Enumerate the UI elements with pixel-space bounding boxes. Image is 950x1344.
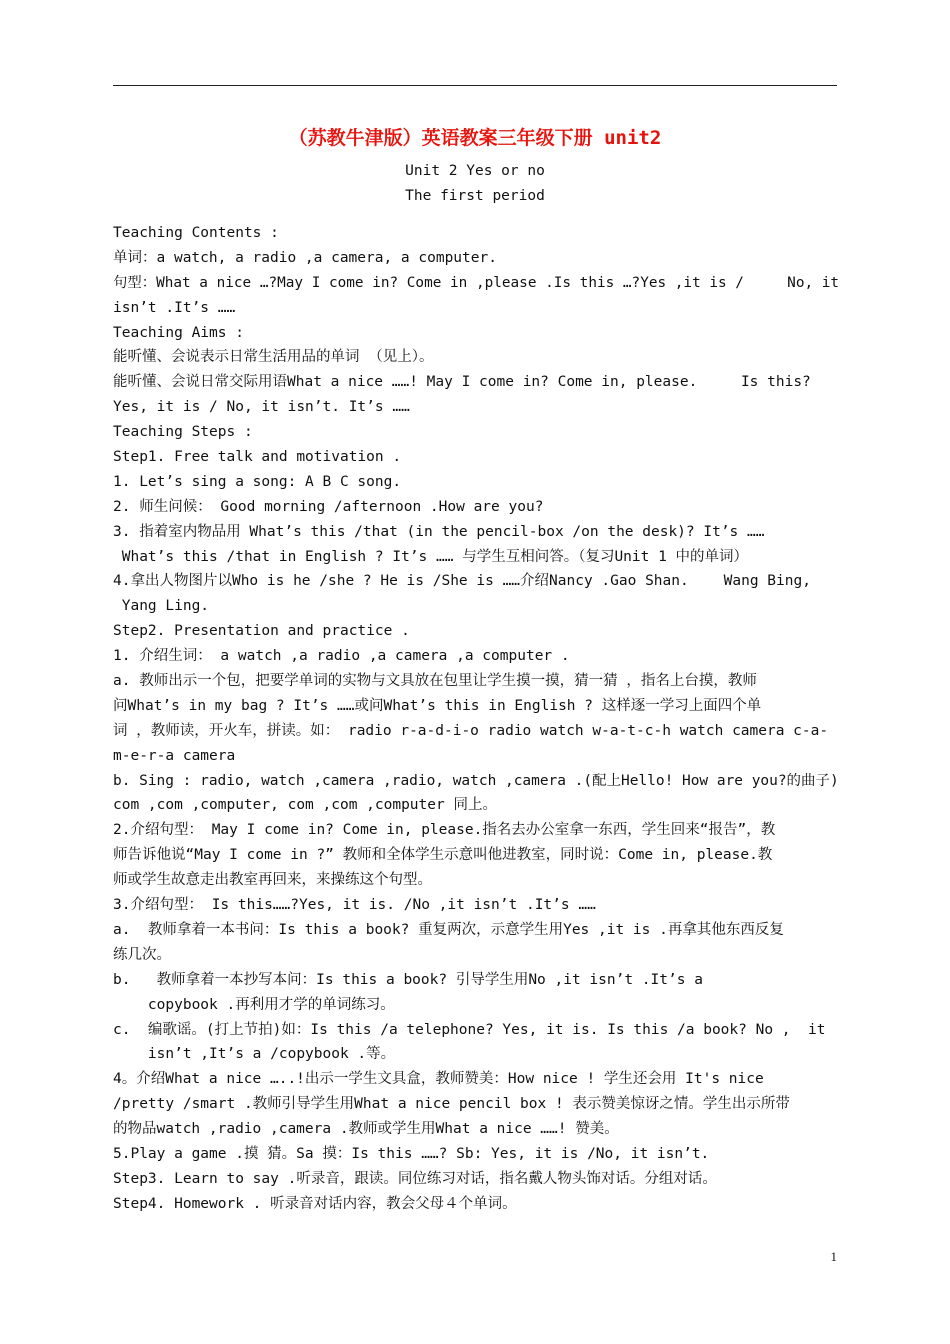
text-line: Yang Ling. [113, 598, 210, 615]
text-line: m-e-r-a camera [113, 747, 236, 764]
text-line: Yes, it is / No, it isn’t. It’s …… [113, 399, 410, 416]
text-line: isn’t ,It’s a /copybook .等。 [113, 1046, 396, 1063]
text-line: 练几次。 [113, 946, 171, 963]
text-line: 的物品watch ,radio ,camera .教师或学生用What a nice ……! 赞美。 [113, 1121, 619, 1138]
text-line: a. 教师拿着一本书问：Is this a book? 重复两次，示意学生用Yes ,it is .再拿其他东西反复 [113, 921, 784, 938]
text-line: 1. Let’s sing a song: A B C song. [113, 473, 402, 490]
text-line: 师告诉他说“May I come in ?” 教师和全体学生示意叫他进教室，同时说：Come in, please.教 [113, 847, 773, 864]
unit-subtitle: Unit 2 Yes or no [405, 163, 545, 179]
text-line: copybook .再利用才学的单词练习。 [113, 996, 395, 1013]
text-line: 师或学生故意走出教室再回来，来操练这个句型。 [113, 872, 432, 889]
text-line: 能听懂、会说表示日常生活用品的单词 （见上）。 [113, 349, 434, 366]
text-line: isn’t .It’s …… [113, 299, 236, 316]
document-title: （苏教牛津版）英语教案三年级下册 unit2 [288, 127, 662, 149]
text-line: 2. 师生问候： Good morning /afternoon .How are you? [113, 498, 544, 515]
text-line: 单词：a watch, a radio ,a camera, a computer. [113, 249, 497, 266]
text-line: 3.介绍句型： Is this……?Yes, it is. /No ,it isn’t .It’s …… [113, 897, 596, 914]
text-line: /pretty /smart .教师引导学生用What a nice pencil box ! 表示赞美惊讶之情。学生出示所带 [113, 1096, 790, 1113]
text-line: com ,com ,computer, com ,com ,computer 同上。 [113, 797, 497, 814]
text-line: a. 教师出示一个包，把要学单词的实物与文具放在包里让学生摸一摸，猜一猜 ，指名上台摸，教师 [113, 673, 757, 690]
text-line: Teaching Contents : [113, 225, 279, 241]
text-line: 能听懂、会说日常交际用语What a nice ……! May I come in? Come in, please. Is this? [113, 374, 811, 391]
text-line: Step3. Learn to say .听录音，跟读。同位练习对话，指名戴人物头饰对话。分组对话。 [113, 1170, 717, 1187]
text-line: b. Sing : radio, watch ,camera ,radio, watch ,camera .(配上Hello! How are you?的曲子) [113, 772, 839, 789]
page-number: 1 [830, 1249, 837, 1264]
text-line: Step4. Homework . 听录音对话内容，教会父母４个单词。 [113, 1195, 517, 1212]
text-line: Teaching Aims : [113, 324, 244, 341]
period-subtitle: The first period [405, 188, 545, 204]
text-line: 4.拿出人物图片以Who is he /she ? He is /She is ……介绍Nancy .Gao Shan. Wang Bing, [113, 573, 811, 590]
text-line: c. 编歌谣。(打上节拍)如：Is this /a telephone? Yes, it is. Is this /a book? No , it [113, 1021, 826, 1038]
text-line: 3. 指着室内物品用 What’s this /that (in the pencil-box /on the desk)? It’s …… [113, 523, 765, 540]
text-line: 2.介绍句型： May I come in? Come in, please.指名去办公室拿一东西，学生回来“报告”，教 [113, 822, 776, 839]
text-line: Teaching Steps : [113, 424, 253, 441]
text-line: Step1. Free talk and motivation . [113, 449, 402, 466]
text-line: 句型：What a nice …?May I come in? Come in ,please .Is this …?Yes ,it is / No, it [113, 274, 839, 291]
text-line: 4。介绍What a nice …..!出示一学生文具盒，教师赞美：How nice ! 学生还会用 It's nice [113, 1071, 764, 1088]
text-line: 5.Play a game .摸 猜。Sa 摸：Is this ……? Sb: Yes, it is /No, it isn’t. [113, 1145, 710, 1162]
header-rule [113, 85, 837, 86]
lesson-plan-body [113, 221, 839, 1217]
text-line: Step2. Presentation and practice . [113, 623, 410, 640]
text-line: 词 ，教师读，开火车，拼读。如： radio r-a-d-i-o radio watch w-a-t-c-h watch camera c-a- [113, 722, 829, 739]
text-line: b. 教师拿着一本抄写本问：Is this a book? 引导学生用No ,it isn’t .It’s a [113, 971, 703, 988]
text-line: 1. 介绍生词： a watch ,a radio ,a camera ,a computer . [113, 648, 570, 665]
text-line: What’s this /that in English ? It’s …… 与学生互相问答。（复习Unit 1 中的单词） [113, 548, 749, 565]
text-line: 问What’s in my bag ? It’s ……或问What’s this in English ? 这样逐一学习上面四个单 [113, 697, 762, 714]
